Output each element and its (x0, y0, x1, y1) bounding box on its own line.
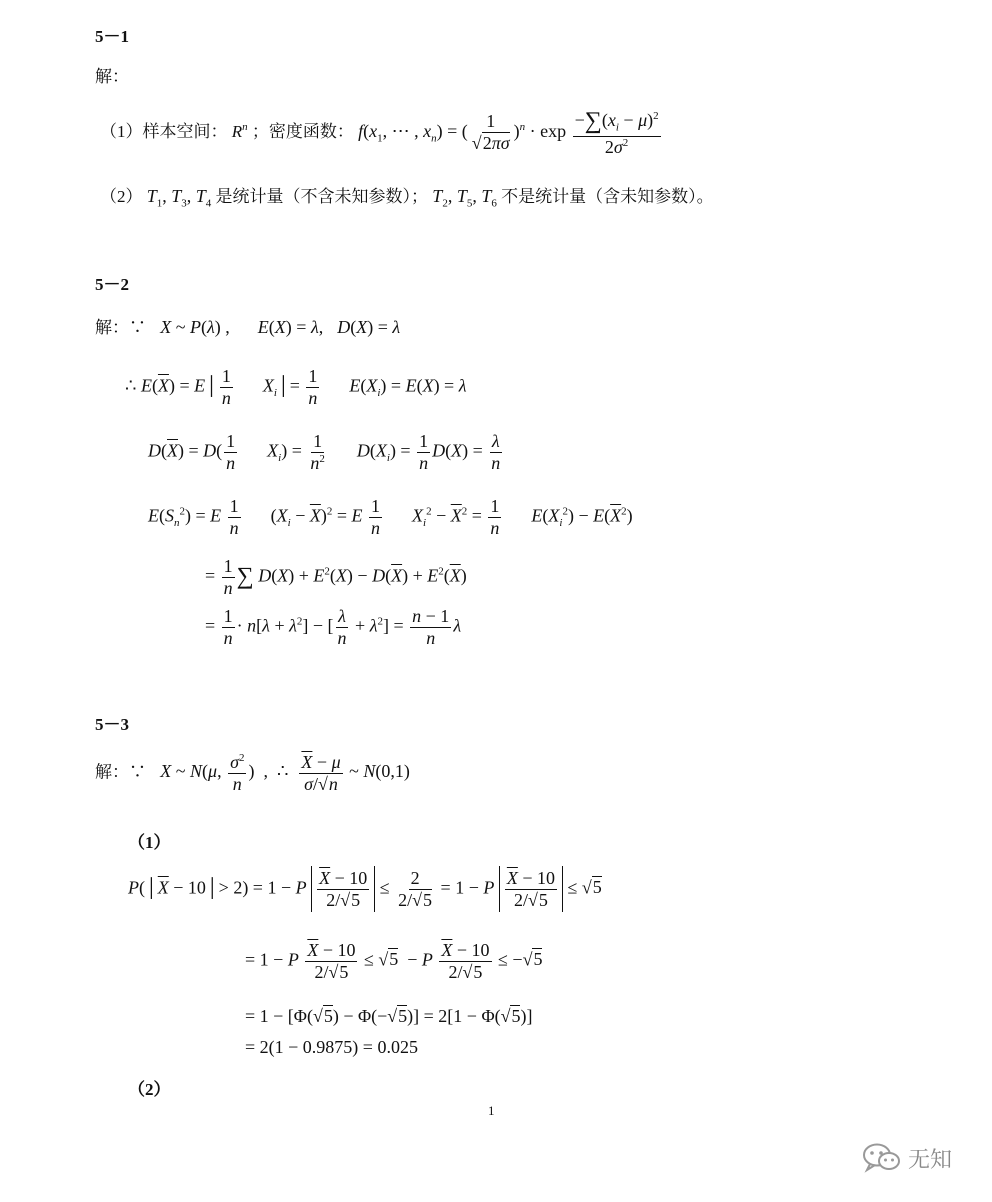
eq-expectation-mean: ∴ $E(\overline{X})$ = E│ $\frac{1}{n}$ $X_i│=$ $\frac{1}{n}$ $E(X_i) = E(X) = \lambda$ (125, 366, 467, 408)
eq-prob-line1: $P(│\overline{X}$ − 10│> 2) = 1 − P $\frac{\overline{X} - 10}{2/√5}$ ≤ $\frac{2}{2/√5}$ = 1 − P $\frac{\overline{X} - 10}{2/√5}$ ≤ √5 (128, 866, 602, 912)
watermark (862, 1142, 952, 1174)
density-label: ；密度函数： (251, 121, 354, 141)
is-statistic-text: 是统计量（不含未知参数）； (215, 187, 429, 206)
s53-given: 解：∵ X ~ N(μ, $\frac{\sigma^2}{n}$ ) , ∴ $\frac{\overline{X} - \mu}{\sigma/√n}$ ~ N(0,1) (95, 752, 410, 794)
sample-space: R (231, 121, 243, 141)
s51-part2: （2） $T_1$, $T_3$, $T_4$ 是统计量（不含未知参数）； $T_2$, $T_5$, $T_6$ 不是统计量（含未知参数）。 (100, 186, 714, 210)
eq-expectation-s2-line3: = $\frac{1}{n}$ · $n[\lambda + \lambda^2]$ − [ $\frac{\lambda}{n}$ + $\lambda^2$] = $\frac{n - 1}{n}$ λ (205, 606, 462, 648)
eq-expectation-s2-line2: = $\frac{1}{n}$ ∑ $D(X) + E^2(X) - D(\overline{X}) + E^2(\overline{X})$ (205, 556, 467, 598)
solution-label: 解： (95, 67, 129, 86)
section-header-5-3: 5－3 (95, 715, 129, 734)
section-header-5-1: 5－1 (95, 27, 129, 46)
part2-label: （2） (128, 1080, 171, 1099)
final-probability: 0.025 (377, 1037, 418, 1057)
eq-prob-result: = 2(1 − 0.9875) = 0.025 (245, 1037, 418, 1057)
section-header-5-2: 5－2 (95, 275, 129, 294)
part2-label: （2） (100, 187, 143, 206)
watermark-text: 无知 (908, 1147, 953, 1173)
density-formula: $f(x_1$, ⋯ , $x_n$) = ( $\frac{1}{√2\pi\sigma}$ )$^n$ · exp $\frac{-\sum(x_i - \mu)^2}{2\sigma^2}$ (358, 108, 659, 157)
wechat-icon (862, 1142, 902, 1174)
eq-prob-line3: = 1 − [Φ(√5) − Φ(−√5)] = 2[1 − Φ(√5)] (245, 1006, 533, 1026)
part1-label: （1） (128, 833, 171, 852)
eq-prob-line2: = 1 − P $\frac{\overline{X} - 10}{2/√5}$ ≤ √5 − P $\frac{\overline{X} - 10}{2/√5}$ ≤ −√5 (245, 940, 543, 982)
part1-label: （1）样本空间： (100, 121, 228, 141)
not-statistic-text: 不是统计量（含未知参数）。 (501, 187, 714, 206)
s52-given: 解：∵ X ~ P(λ) , E(X) = λ, D(X) = λ (95, 317, 401, 337)
eq-variance-mean: $D(\overline{X}) = D$( $\frac{1}{n}$ $X_i$) = $\frac{1}{n^2}$ $D(X_i)$ = $\frac{1}{n}$ D(X) = $\frac{\lambda}{n}$ (148, 431, 501, 473)
s51-part1: （1）样本空间： $R^n$ ；密度函数： $f(x_1$, ⋯ , $x_n$) = ( $\frac{1}{√2\pi\sigma}$ )$^n$ · exp $\frac{-\sum(x_i - \mu)^2}{2\sigma^2}$ (100, 108, 663, 157)
page-number: 1 (488, 1103, 495, 1118)
phi-value: 0.9875 (302, 1037, 353, 1057)
eq-expectation-s2: $E(S_n^2) = E$ $\frac{1}{n}$ $(X_i - \overline{X})^2 = E$ $\frac{1}{n}$ $X_i^2 - \overline{X}^2$ = $\frac{1}{n}$ $E(X_i^2) - E(\overline{X}^2)$ (148, 496, 633, 538)
solution-label: 解：∵ (95, 318, 146, 337)
solution-label: 解：∵ (95, 762, 146, 782)
